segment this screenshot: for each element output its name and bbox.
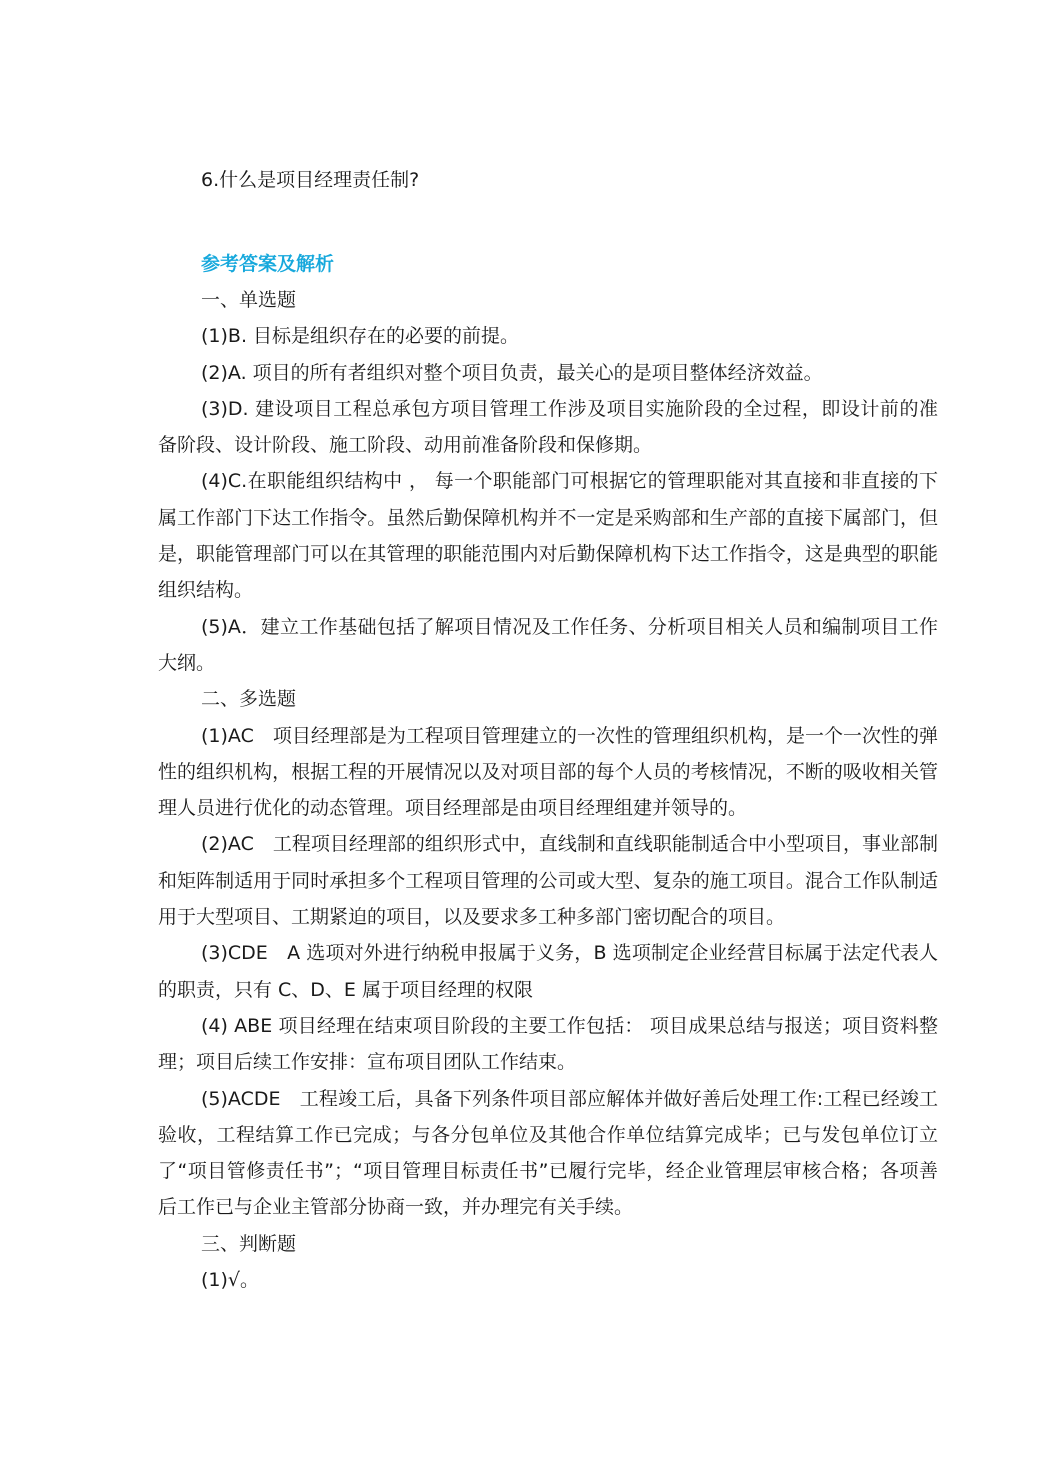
section-title-single-choice: 一、单选题: [201, 289, 297, 311]
answer-item: (1)AC 项目经理部是为工程项目管理建立的一次性的管理组织机构，是一个一次性的弹性的组织机构，根据工程的开展情况以及对项目部的每个人员的考核情况，不断的吸收相关管理人员进行优化的动态管理。项目经理部是由项目经理组建并领导的。: [158, 724, 938, 820]
answer-item: (5)ACDE 工程竣工后，具备下列条件项目部应解体并做好善后处理工作:工程已经竣工验收，工程结算工作已完成；与各分包单位及其他合作单位结算完成毕；已与发包单位订立了“项目管修责任书”；“项目管理目标责任书”已履行完毕，经企业管理层审核合格；各项善后工作已与企业主管部分协商一致，并办理完有关手续。: [158, 1087, 938, 1219]
answer-item: (1)B. 目标是组织存在的必要的前提。: [201, 325, 520, 348]
section-title-true-false: 三、判断题: [201, 1232, 297, 1255]
answers-section: [158, 248, 938, 1298]
answer-item: (2)A. 项目的所有者组织对整个项目负责，最关心的是项目整体经济效益。: [201, 361, 823, 384]
answer-item: (3)CDE A 选项对外进行纳税申报属于义务，B 选项制定企业经营目标属于法定代表人的职责，只有 C、D、E 属于项目经理的权限: [158, 942, 938, 1001]
answer-item: (4) ABE 项目经理在结束项目阶段的主要工作包括： 项目成果总结与报送；项目资料整理；项目后续工作安排：宣布项目团队工作结束。: [158, 1014, 938, 1074]
question-6: 6.什么是项目经理责任制?: [201, 169, 420, 191]
answer-item: (4)C.在职能组织结构中 ， 每一个职能部门可根据它的管理职能对其直接和非直接的下属工作部门下达工作指令。虽然后勤保障机构并不一定是采购部和生产部的直接下属部门，但是，职能管理部门可以在其管理的职能范围内对后勤保障机构下达工作指令，这是典型的职能组织结构。: [158, 470, 938, 602]
answers-heading: 参考答案及解析: [201, 253, 335, 275]
answer-item: (1)√。: [201, 1269, 260, 1292]
section-title-multiple-choice: 二、多选题: [201, 688, 297, 711]
answer-item: (5)A．建立工作基础包括了解项目情况及工作任务、分析项目相关人员和编制项目工作大纲。: [158, 615, 938, 674]
answer-item: (3)D. 建设项目工程总承包方项目管理工作涉及项目实施阶段的全过程，即设计前的准备阶段、设计阶段、施工阶段、动用前准备阶段和保修期。: [158, 397, 938, 457]
answer-item: (2)AC 工程项目经理部的组织形式中，直线制和直线职能制适合中小型项目，事业部制和矩阵制适用于同时承担多个工程项目管理的公司或大型、复杂的施工项目。混合工作队制适用于大型项目、工期紧迫的项目，以及要求多工种多部门密切配合的项目。: [158, 833, 938, 929]
